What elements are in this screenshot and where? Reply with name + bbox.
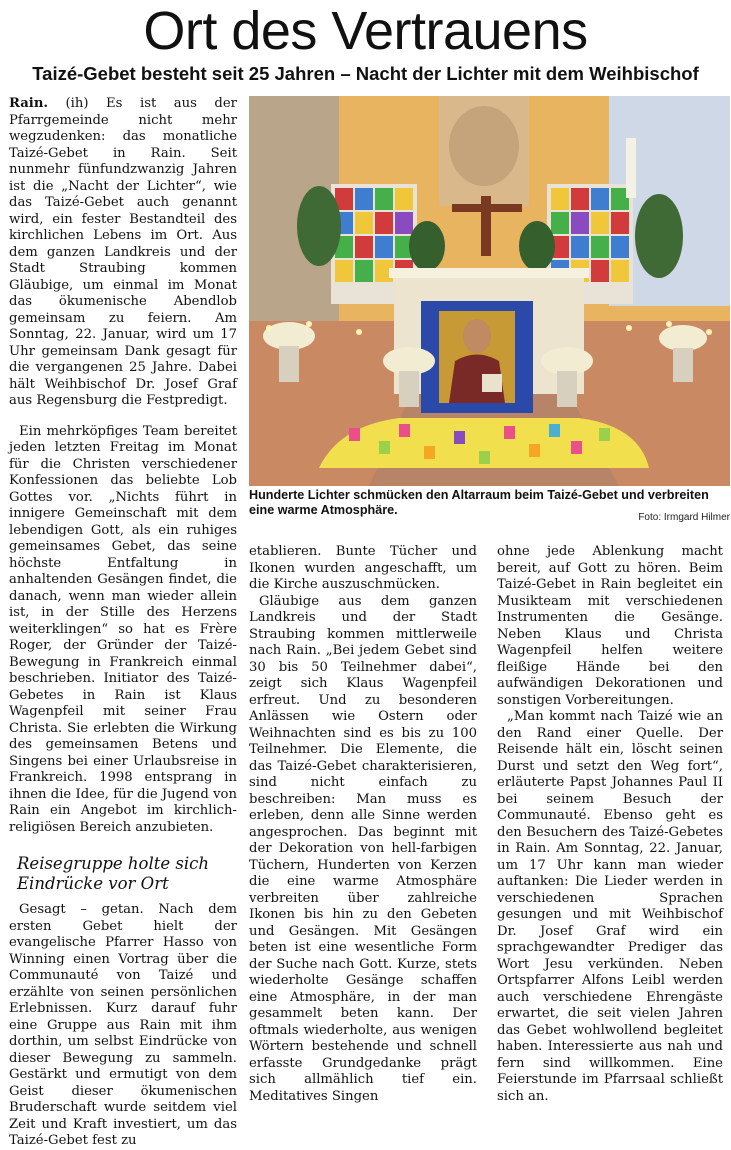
text-column-1 — [9, 96, 237, 1150]
article-subheadline: Taizé-Gebet besteht seit 25 Jahren – Nacht der Lichter mit dem Weihbischof — [32, 63, 699, 84]
crucifix-post — [481, 196, 491, 256]
paragraph-team: Ein mehrköpfiges Team bereitet jeden letzten Freitag im Monat für die Christen verschiedener Konfessionen das beliebte Lob Gottes vor. „Nichts führt in innigere Gemeinschaft mit dem lebendigen Gott, als ein ruhiges gemeinsames Gebet, das seine höchste Entfaltung in anhaltenden Gesängen findet, die danach, wenn man wieder allein ist, in der Stille des Herzens weiterklingen“ so hat es Frère Roger, der Gründer der Taizé-Bewegung in Frankreich einmal beschrieben. Initiator des Taizé-Gebetes in Rain ist Klaus Wagenpfeil mit seiner Frau Christa. Sie erlebten die Wirkung des gemeinsamen Betens und Singens bei einer Urlaubsreise in Frankreich. 1998 entsprang in ihnen die Idee, für die Jugend von Rain ein Angebot im kirchlich-religiösen Bereich anzubieten. — [9, 423, 237, 835]
paragraph-quelle: „Man kommt nach Taizé wie an den Rand einer Quelle. Der Reisende hält ein, löscht seinen Durst und setzt den Weg fort“, erläuterte Papst Johannes Paul II bei seinem Besuch der Communauté. Ebenso geht es den Besuchern des Taizé-Gebetes in Rain. Am Sonntag, 22. Januar, um 17 Uhr kann man wieder auftanken: Die Lieder werden in verschiedenen Sprachen gesungen und mit Weihbischof Dr. Josef Graf wird ein sprachgewandter Prediger das Wort Jesu verkünden. Neben Ortspfarrer Alfons Leibl werden auch verschiedene Ehrengäste erwartet, die seit vielen Jahren das Gebet wohlwollend begleitet haben. Interessierte aus nah und fern sind willkommen. Eine Feierstunde im Pfarrsaal schließt sich an. — [497, 709, 723, 1104]
article-headline: Ort des Vertrauens — [143, 1, 588, 61]
dateline: Rain. — [9, 96, 48, 111]
paragraph-glaeubige: Gläubige aus dem ganzen Landkreis und der Stadt Straubing kommen mittlerweile nach Rain. „Bei jedem Gebet sind 30 bis 50 Teilnehmer dabei“, zeigt sich Klaus Wagenpfeil erfreut. Und zu besonderen Anlässen wie Ostern oder Weihnachten sind es bis zu 100 Teilnehmer. Die Elemente, die das Taizé-Gebet charakterisieren, sind nicht einfach zu beschreiben: Man muss es erleben, denn alle Sinne werden angesprochen. Das beginnt mit der Dekoration von hell-farbigen Tüchern, Hunderten von Kerzen die eine warme Atmosphäre verbreiten über zahlreiche Ikonen bis hin zu den Gebeten und Gesängen. Mit Gesängen beten ist eine wesentliche Form der Suche nach Gott. Kurze, stets wiederholte Gesänge schaffen eine Atmosphäre, in der man gesammelt beten kann. Der oftmals wiederholte, aus wenigen Wörtern bestehende und schnell erfasste Grundgedanke prägt sich allmählich tief ein. Meditatives Singen — [249, 593, 477, 1104]
plant-center-right — [519, 221, 555, 271]
plant-right — [635, 194, 683, 278]
photo-credit: Foto: Irmgard Hilmer — [638, 512, 730, 523]
paragraph-gesagt-getan: Gesagt – getan. Nach dem ersten Gebet hielt der evangelische Pfarrer Hasso von Winning einen Vortrag über die Communauté von Taizé und erzählte von seinen persönlichen Erlebnissen. Kurz darauf fuhr eine Gruppe aus Rain mit ihm dorthin, um selbst Eindrücke von dieser Bewegung zu sammeln. Gestärkt und ermutigt von dem Geist dieser ökumenischen Bruderschaft wurde seitdem viel Zeit und Kraft investiert, um das Taizé-Gebet fest zu — [9, 902, 237, 1148]
christ-icon-face — [463, 319, 491, 353]
section-subtitle: Reisegruppe holte sich Eindrücke vor Ort — [17, 854, 209, 893]
paragraph-etablieren: etablieren. Bunte Tücher und Ikonen wurden angeschafft, um die Kirche auszuschmücken. — [249, 544, 477, 592]
text-column-3 — [497, 544, 723, 1105]
photo-caption: Hunderte Lichter schmücken den Altarraum beim Taizé-Gebet und verbreiten eine warme Atmosphäre. — [249, 488, 709, 517]
plant-left — [297, 186, 341, 266]
text-column-2 — [249, 544, 477, 1105]
tall-candle — [626, 138, 636, 198]
paragraph-ablenkung: ohne jede Ablenkung macht bereit, auf Gott zu hören. Beim Taizé-Gebet in Rain begleitet ein Musikteam mit verschiedenen Instrumenten die Gesänge. Neben Klaus und Christa Wagenpfeil helfen weitere fleißige Hände bei den aufwändigen Dekorationen und sonstigen Vorbereitungen. — [497, 544, 723, 708]
plant-center-left — [409, 221, 445, 271]
altar-top — [389, 268, 589, 278]
photo-mural-figures — [449, 106, 519, 186]
christ-icon-book — [482, 374, 502, 392]
altar-photo — [249, 96, 730, 486]
intro-text: (ih) Es ist aus der Pfarrgemeinde nicht mehr wegzudenken: das monatliche Taizé-Gebet in Rain. Seit nunmehr fünfundzwanzig Jahren ist die „Nacht der Lichter“, wie das Taizé-Gebet auch genannt wird, ein fester Bestandteil des kirchlichen Lebens im Ort. Aus dem ganzen Landkreis und der Stadt Straubing kommen Gläubige, um einmal im Monat das ökumenische Abendlob gemeinsam zu feiern. Am Sonntag, 22. Januar, wird um 17 Uhr gemeinsam Dank gesagt für die vergangenen 25 Jahre. Dabei hält Weihbischof Dr. Josef Graf aus Regensburg die Festpredigt. — [9, 96, 237, 408]
intro-paragraph — [9, 96, 237, 410]
